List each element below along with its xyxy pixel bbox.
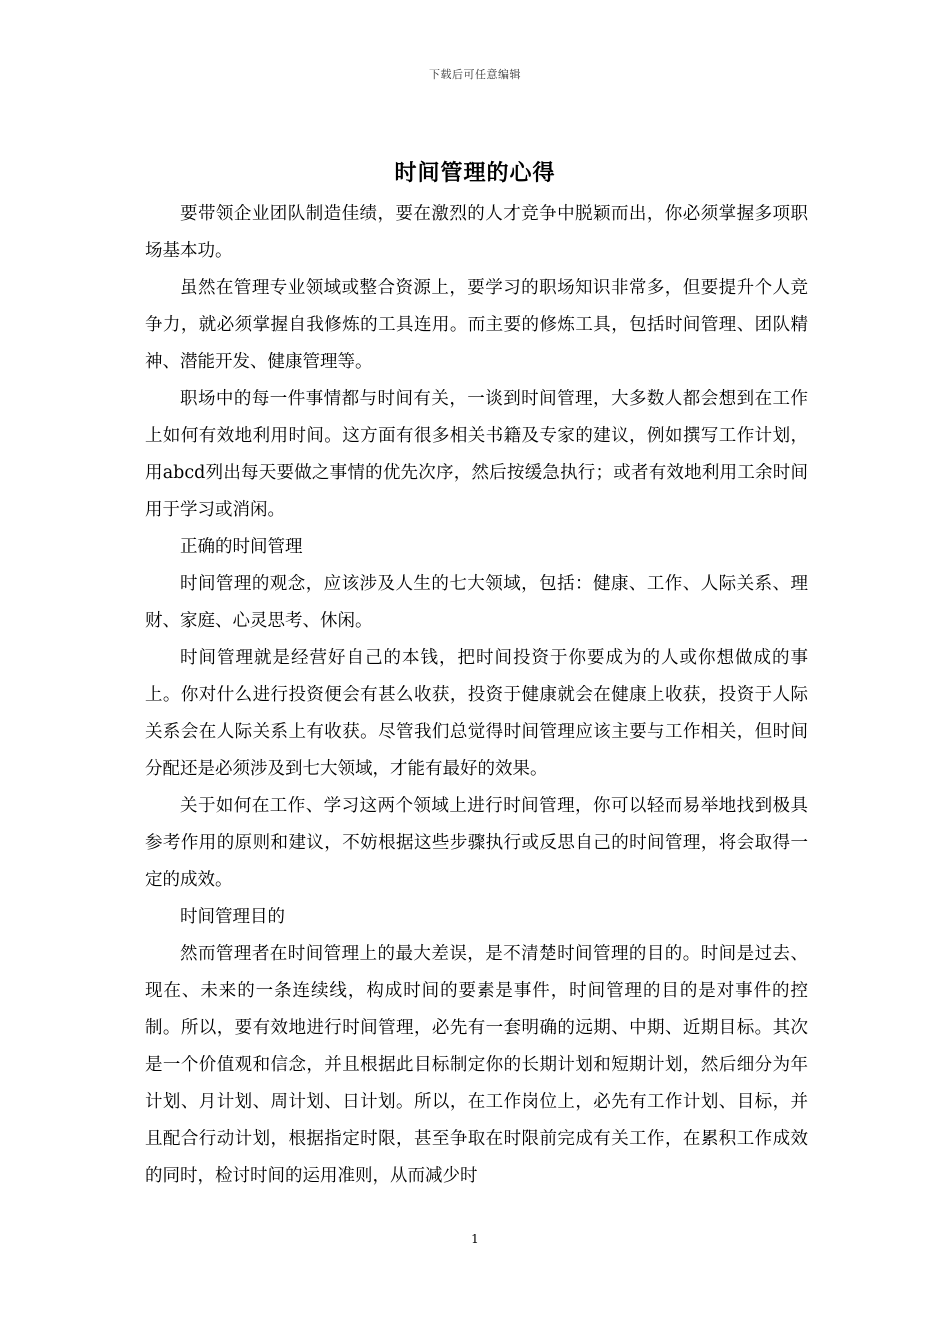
header-note: 下载后可任意编辑 — [429, 68, 521, 81]
paragraph: 关于如何在工作、学习这两个领域上进行时间管理，你可以轻而易举地找到极具参考作用的原则和建议，不妨根据这些步骤执行或反思自己的时间管理，将会取得一定的成效。 — [145, 796, 808, 890]
paragraph: 时间管理的观念，应该涉及人生的七大领域，包括：健康、工作、人际关系、理财、家庭、心灵思考、休闲。 — [145, 574, 808, 631]
section-heading: 时间管理目的 — [180, 907, 285, 927]
document-body — [145, 196, 808, 1195]
paragraph: 职场中的每一件事情都与时间有关，一谈到时间管理，大多数人都会想到在工作上如何有效地利用时间。这方面有很多相关书籍及专家的建议，例如撰写工作计划，用abcd列出每天要做之事情的优先次序，然后按缓急执行；或者有效地利用工余时间用于学习或消闲。 — [145, 389, 808, 520]
paragraph: 然而管理者在时间管理上的最大差误，是不清楚时间管理的目的。时间是过去、现在、未来的一条连续线，构成时间的要素是事件，时间管理的目的是对事件的控制。所以，要有效地进行时间管理，必先有一套明确的远期、中期、近期目标。其次是一个价值观和信念，并且根据此目标制定你的长期计划和短期计划，然后细分为年计划、月计划、周计划、日计划。所以，在工作岗位上，必先有工作计划、目标，并且配合行动计划，根据指定时限，甚至争取在时限前完成有关工作，在累积工作成效的同时，检讨时间的运用准则，从而减少时 — [145, 944, 808, 1186]
paragraph: 时间管理就是经营好自己的本钱，把时间投资于你要成为的人或你想做成的事上。你对什么进行投资便会有甚么收获，投资于健康就会在健康上收获，投资于人际关系会在人际关系上有收获。尽管我们总觉得时间管理应该主要与工作相关，但时间分配还是必须涉及到七大领域，才能有最好的效果。 — [145, 648, 808, 779]
paragraph: 虽然在管理专业领域或整合资源上，要学习的职场知识非常多，但要提升个人竞争力，就必须掌握自我修炼的工具连用。而主要的修炼工具，包括时间管理、团队精神、潜能开发、健康管理等。 — [145, 278, 808, 372]
paragraph: 要带领企业团队制造佳绩，要在激烈的人才竞争中脱颖而出，你必须掌握多项职场基本功。 — [145, 204, 808, 261]
page-number: 1 — [471, 1232, 479, 1246]
section-heading: 正确的时间管理 — [180, 537, 303, 557]
document-title: 时间管理的心得 — [394, 160, 556, 186]
